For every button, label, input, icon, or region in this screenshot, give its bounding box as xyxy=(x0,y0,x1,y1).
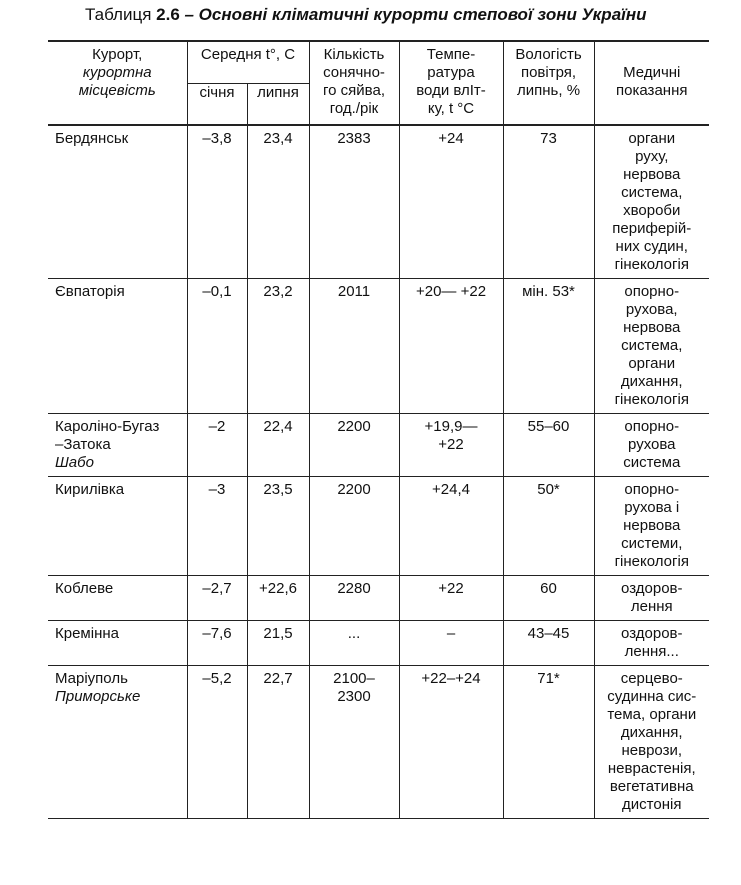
water-temp-cell: +22–+24 xyxy=(399,666,503,819)
indication-line: руху, xyxy=(635,148,669,165)
water-temp-cell: +24,4 xyxy=(399,477,503,576)
caption-title: – Основні кліматичні курорти степової зони України xyxy=(179,5,647,24)
indication-line: гінекологія xyxy=(614,391,689,408)
sunshine-cell: 2200 xyxy=(309,477,399,576)
water-temp-cell: +20— +22 xyxy=(399,279,503,414)
indication-line: оздоров- xyxy=(621,580,683,597)
jul-temp-cell: 22,4 xyxy=(247,414,309,477)
indication-line: тема, органи xyxy=(607,706,697,723)
table-row xyxy=(48,125,709,279)
indications-cell xyxy=(594,666,709,819)
header-resort xyxy=(48,41,187,125)
header-sunshine-line: год./рік xyxy=(329,100,379,117)
jan-temp-cell: –2,7 xyxy=(187,576,247,621)
header-sunshine-line: го сяйва, xyxy=(323,82,385,99)
header-resort-line: Курорт, xyxy=(92,46,143,63)
table-row xyxy=(48,279,709,414)
water-temp-cell: +24 xyxy=(399,125,503,279)
header-july: липня xyxy=(247,84,309,125)
jul-temp-cell: 23,4 xyxy=(247,125,309,279)
indication-line: хвороби xyxy=(623,202,681,219)
header-avg-temp: Середня t°, С xyxy=(187,41,309,84)
header-indications-line: показання xyxy=(616,82,688,99)
resort-name-cell xyxy=(48,279,187,414)
humidity-cell: 60 xyxy=(503,576,594,621)
indications-cell xyxy=(594,125,709,279)
resort-name-cell xyxy=(48,666,187,819)
indication-line: рухова, xyxy=(625,301,678,318)
indication-line: дихання, xyxy=(620,724,683,741)
header-humidity-line: Вологість xyxy=(515,46,582,63)
jan-temp-cell: –2 xyxy=(187,414,247,477)
jan-temp-cell: –5,2 xyxy=(187,666,247,819)
indication-line: нервова xyxy=(623,319,681,336)
resort-name: Кремінна xyxy=(55,625,119,642)
resort-name-cell xyxy=(48,414,187,477)
sunshine-cell xyxy=(309,666,399,819)
table-row xyxy=(48,576,709,621)
humidity-cell: 71* xyxy=(503,666,594,819)
caption-prefix: Таблиця xyxy=(85,5,157,24)
indication-line: опорно- xyxy=(624,283,680,300)
indication-line: серцево- xyxy=(620,670,683,687)
sunshine-cell: ... xyxy=(309,621,399,666)
header-water-line: води влІт- xyxy=(416,82,486,99)
indication-line: система, xyxy=(621,337,683,354)
indication-line: рухова xyxy=(628,436,676,453)
jul-temp-cell: 21,5 xyxy=(247,621,309,666)
indications-cell xyxy=(594,621,709,666)
header-indications-line: Медичні xyxy=(623,64,681,81)
jul-temp-cell: 23,2 xyxy=(247,279,309,414)
header-water-line: ратура xyxy=(427,64,475,81)
indication-line: неврози, xyxy=(621,742,683,759)
header-humidity-line: липнь, % xyxy=(517,82,581,99)
header-water-temp xyxy=(399,41,503,125)
header-sunshine xyxy=(309,41,399,125)
humidity-cell: 55–60 xyxy=(503,414,594,477)
resort-name: Маріуполь xyxy=(55,670,128,687)
water-temp-value-continued: +22 xyxy=(438,436,464,453)
indication-line: опорно- xyxy=(624,481,680,498)
header-resort-line: курортна xyxy=(82,64,152,81)
header-water-line: Темпе- xyxy=(426,46,476,63)
indication-line: система xyxy=(623,454,681,471)
indication-line: органи xyxy=(628,355,676,372)
sunshine-cell: 2383 xyxy=(309,125,399,279)
indication-line: органи xyxy=(628,130,676,147)
humidity-cell: 43–45 xyxy=(503,621,594,666)
indication-line: вегетативна xyxy=(609,778,694,795)
sunshine-cell: 2200 xyxy=(309,414,399,477)
indication-line: периферій- xyxy=(612,220,692,237)
jul-temp-cell: +22,6 xyxy=(247,576,309,621)
water-temp-cell: +22 xyxy=(399,576,503,621)
indication-line: нервова xyxy=(623,517,681,534)
jul-temp-cell: 23,5 xyxy=(247,477,309,576)
humidity-cell: мін. 53* xyxy=(503,279,594,414)
resort-name-cell xyxy=(48,477,187,576)
indications-cell xyxy=(594,414,709,477)
indication-line: лення... xyxy=(624,643,679,660)
indications-cell xyxy=(594,576,709,621)
resort-name-cell xyxy=(48,621,187,666)
table-row xyxy=(48,666,709,819)
climate-resorts-table xyxy=(48,40,709,819)
indication-line: системи, xyxy=(621,535,683,552)
resort-name-cell xyxy=(48,576,187,621)
indication-line: нервова xyxy=(623,166,681,183)
header-water-line: ку, t °С xyxy=(427,100,475,117)
indication-line: неврастенія, xyxy=(607,760,696,777)
indication-line: гінекологія xyxy=(614,553,689,570)
indication-line: лення xyxy=(630,598,673,615)
resort-name: Бердянськ xyxy=(55,130,129,147)
jul-temp-cell: 22,7 xyxy=(247,666,309,819)
jan-temp-cell: –7,6 xyxy=(187,621,247,666)
humidity-cell: 73 xyxy=(503,125,594,279)
jan-temp-cell: –3 xyxy=(187,477,247,576)
indication-line: судинна сис- xyxy=(607,688,697,705)
sunshine-value-continued: 2300 xyxy=(337,688,371,705)
resort-name: Кароліно-Бугаз xyxy=(55,418,160,435)
header-january: січня xyxy=(187,84,247,125)
table-row xyxy=(48,477,709,576)
caption-number: 2.6 xyxy=(156,5,180,24)
header-indications xyxy=(594,41,709,125)
resort-name: Коблеве xyxy=(55,580,114,597)
sunshine-value: 2100– xyxy=(333,670,375,687)
indication-line: дихання, xyxy=(620,373,683,390)
indication-line: них судин, xyxy=(615,238,688,255)
table-caption xyxy=(85,4,735,26)
jan-temp-cell: –0,1 xyxy=(187,279,247,414)
resort-locality: Шабо xyxy=(55,454,94,471)
indications-cell xyxy=(594,279,709,414)
resort-name-continued: –Затока xyxy=(55,436,111,453)
header-sunshine-line: Кількість xyxy=(323,46,385,63)
indication-line: опорно- xyxy=(624,418,680,435)
resort-locality: Приморське xyxy=(55,688,141,705)
table-row xyxy=(48,414,709,477)
header-sunshine-line: сонячно- xyxy=(323,64,385,81)
header-resort-line: місцевість xyxy=(78,82,156,99)
indication-line: оздоров- xyxy=(621,625,683,642)
resort-name-cell xyxy=(48,125,187,279)
water-temp-cell: – xyxy=(399,621,503,666)
water-temp-value: +19,9— xyxy=(424,418,478,435)
humidity-cell: 50* xyxy=(503,477,594,576)
indication-line: дистонія xyxy=(622,796,682,813)
jan-temp-cell: –3,8 xyxy=(187,125,247,279)
resort-name: Євпаторія xyxy=(55,283,125,300)
header-row-1 xyxy=(48,41,709,84)
indication-line: рухова і xyxy=(624,499,680,516)
water-temp-cell xyxy=(399,414,503,477)
table-row xyxy=(48,621,709,666)
indications-cell xyxy=(594,477,709,576)
indication-line: гінекологія xyxy=(614,256,689,273)
header-humidity-line: повітря, xyxy=(520,64,577,81)
resort-name: Кирилівка xyxy=(55,481,125,498)
header-humidity xyxy=(503,41,594,125)
indication-line: система, xyxy=(621,184,683,201)
sunshine-cell: 2011 xyxy=(309,279,399,414)
sunshine-cell: 2280 xyxy=(309,576,399,621)
